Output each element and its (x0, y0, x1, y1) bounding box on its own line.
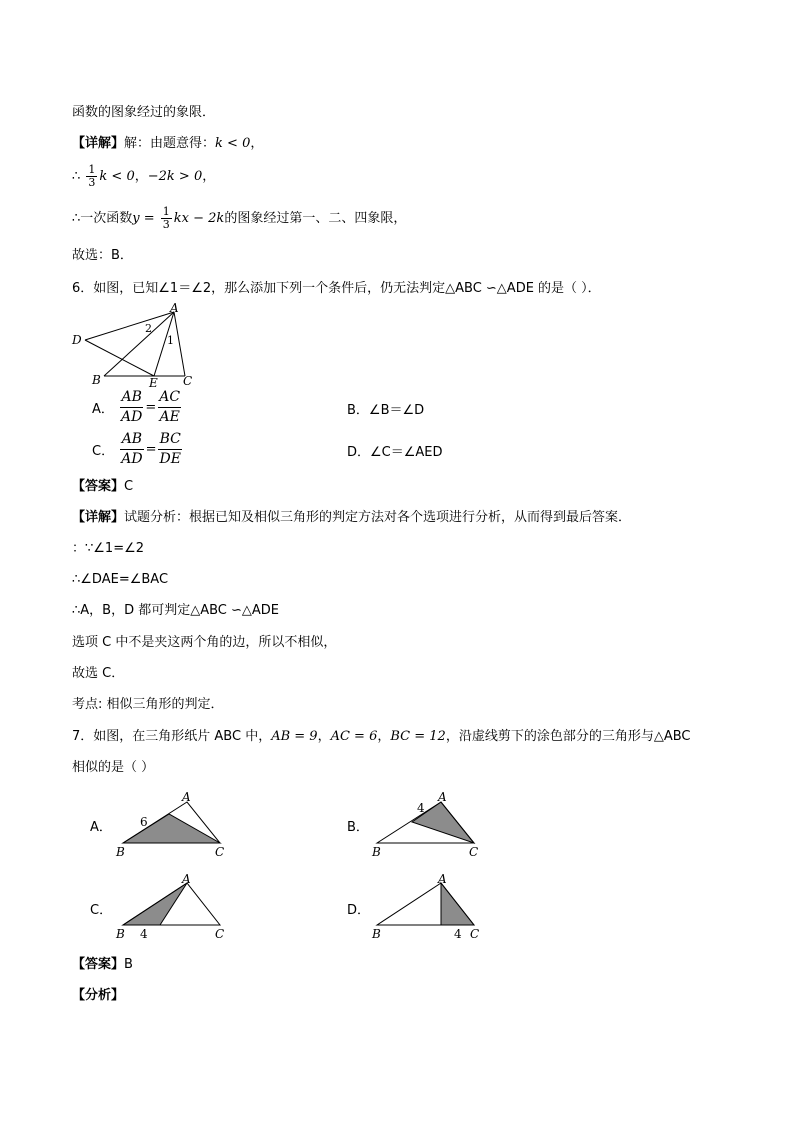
math: k < 0 (99, 169, 135, 184)
label-a: A (438, 872, 447, 886)
label-e: E (149, 376, 158, 390)
q7-figure-b (366, 788, 491, 860)
label-a: A (170, 301, 179, 315)
label-b: B (116, 845, 125, 859)
length-label: 4 (417, 801, 425, 815)
angle-label-1: 1 (167, 334, 174, 347)
text: ∴一次函数 (72, 211, 133, 226)
math: −2k > 0 (147, 169, 203, 184)
label-a: A (438, 790, 447, 804)
angle-label-2: 2 (145, 322, 152, 335)
length-label: 4 (454, 927, 462, 941)
fraction-one-third: $\frac{1}{3}$ (162, 205, 170, 231)
q7-figure-d (366, 870, 491, 942)
answer-tag: 【答案】 (72, 479, 125, 494)
label-c: C (469, 845, 479, 859)
math: AB = 9 (271, 729, 318, 744)
q6-step-2: ∴∠DAE=∠BAC (72, 572, 169, 587)
label-b: B (116, 927, 125, 941)
q6-step-5: 故选 C． (72, 666, 125, 681)
q6-figure (70, 302, 200, 390)
label-c: C (215, 927, 225, 941)
label-c: C (183, 374, 193, 388)
q6-option-d: D．∠C＝∠AED (347, 445, 443, 460)
q7-option-c-label: C． (90, 903, 113, 918)
segment-ac (174, 312, 185, 376)
label-a: A (182, 872, 191, 886)
text: 的图象经过第一、二、四象限， (224, 211, 407, 226)
fraction-ab-ad: $\frac{AB}{AD}$ (121, 431, 143, 467)
label-c: C (470, 927, 480, 941)
length-label: 4 (140, 927, 148, 941)
fraction-one-third: $\frac{1}{3}$ (88, 163, 96, 189)
length-label: 6 (140, 815, 148, 829)
q7-figure-c (112, 870, 232, 942)
q6-step-3: ∴A，B，D 都可判定△ABC ∽△ADE (72, 603, 280, 618)
intro-detail-line (72, 135, 263, 153)
text: ， (134, 169, 148, 184)
intro-line-4 (72, 204, 406, 234)
segment-ad (85, 312, 174, 340)
answer-value: C (124, 479, 134, 494)
q6-answer (72, 478, 133, 496)
q7-option-b-label: B． (347, 820, 369, 835)
math: AC = 6 (330, 729, 378, 744)
label-b: B (92, 373, 101, 387)
analysis-tag: 【分析】 (72, 988, 125, 1003)
shaded-triangle (123, 814, 220, 843)
math: y = (132, 211, 155, 226)
q6-option-c: C． $\frac{AB}{AD}$ = $\frac{BC}{DE}$ (92, 431, 181, 467)
q7-stem-line-2 (72, 759, 154, 777)
intro-line-1 (72, 104, 215, 122)
detail-tag: 【详解】 (72, 136, 125, 151)
segment-de (85, 340, 154, 376)
q7-option-d-label: D． (347, 903, 371, 918)
fraction-bc-de: $\frac{BC}{DE}$ (159, 431, 181, 467)
q7-analysis (72, 987, 124, 1005)
q6-option-a: A． $\frac{AB}{AD}$ = $\frac{AC}{AE}$ (92, 389, 181, 425)
math: BC = 12 (390, 729, 446, 744)
text: ， (250, 136, 264, 151)
detail-tag: 【详解】 (72, 510, 125, 525)
label-c: C (215, 845, 225, 859)
text: 7．如图，在三角形纸片 ABC 中， (72, 729, 272, 744)
answer-tag: 【答案】 (72, 957, 125, 972)
q6-step-6: 考点: 相似三角形的判定． (72, 697, 224, 712)
math: kx − 2k (173, 211, 225, 226)
q6-stem (72, 280, 601, 298)
label-b: B (372, 845, 381, 859)
fraction-ac-ae: $\frac{AC}{AE}$ (159, 389, 181, 425)
text: 故选：B． (72, 248, 133, 263)
text: 6．如图，已知∠1＝∠2，那么添加下列一个条件后，仍无法判定△ABC ∽△ADE 的是（ ）． (72, 281, 601, 296)
text: ， (202, 169, 216, 184)
math: k < 0 (215, 136, 251, 151)
text: 解：由题意得： (124, 136, 216, 151)
therefore-symbol: ∴ (72, 169, 81, 184)
intro-line-3 (72, 162, 215, 192)
q6-option-b: B．∠B＝∠D (347, 403, 425, 418)
q6-step-1: ：∵∠1=∠2 (72, 541, 145, 556)
text: 试题分析：根据已知及相似三角形的判定方法对各个选项进行分析，从而得到最后答案． (124, 510, 632, 525)
q7-answer (72, 956, 133, 974)
text: 相似的是（ ） (72, 760, 155, 775)
text: 函数的图象经过的象限． (72, 105, 216, 120)
q7-option-a-label: A． (90, 820, 112, 835)
q6-detail (72, 509, 631, 527)
text: ，沿虚线剪下的涂色部分的三角形与△ABC (445, 729, 691, 744)
label-d: D (72, 333, 82, 347)
q6-step-4: 选项 C 中不是夹这两个角的边，所以不相似， (72, 635, 337, 650)
label-a: A (182, 790, 191, 804)
fraction-ab-ad: $\frac{AB}{AD}$ (121, 389, 143, 425)
q7-stem-line-1: 7．如图，在三角形纸片 ABC 中，AB = 9，AC = 6，BC = 12，沿虚线剪下的涂色部分的三角形与△ABC (72, 729, 691, 744)
answer-value: B (124, 957, 133, 972)
intro-choose (72, 247, 133, 265)
q7-figure-a (112, 788, 232, 860)
label-b: B (372, 927, 381, 941)
